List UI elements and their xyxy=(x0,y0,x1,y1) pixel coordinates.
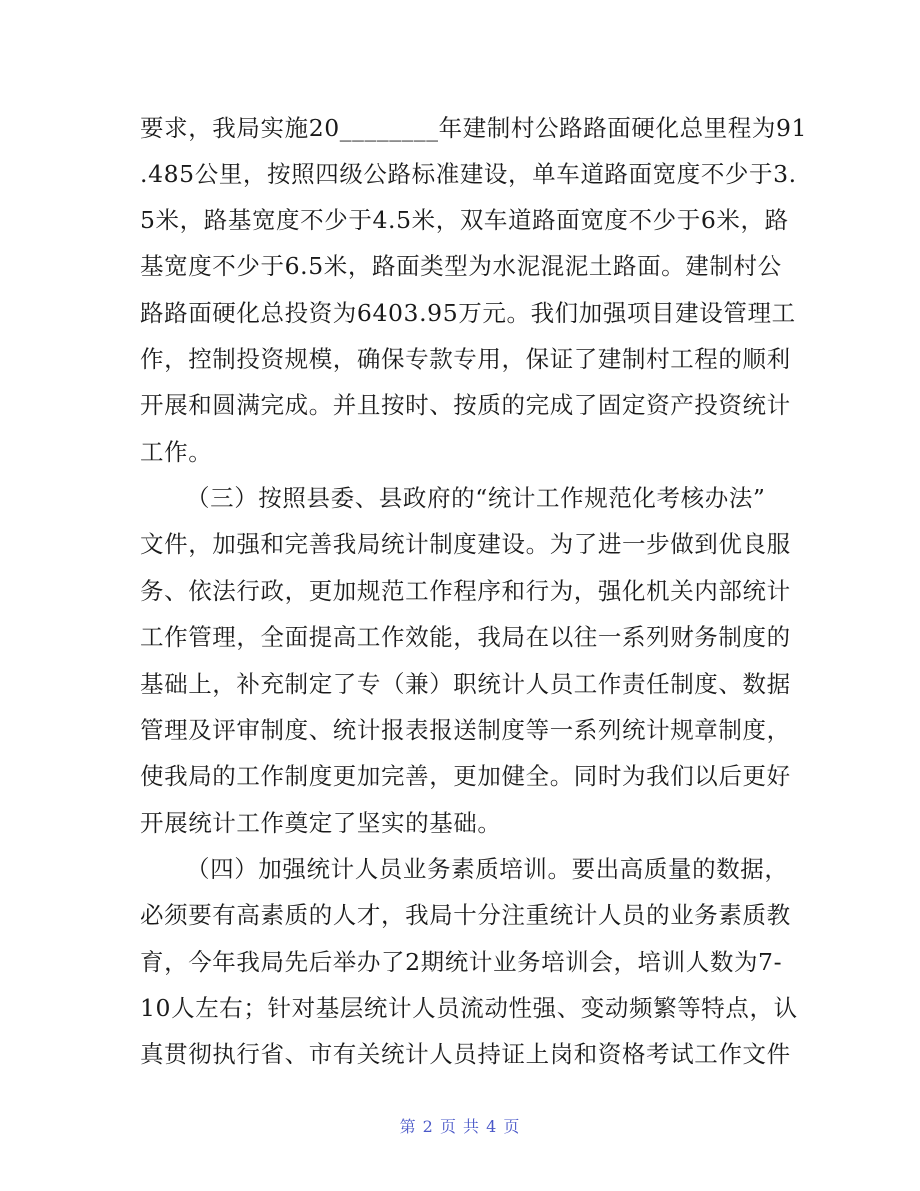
paragraph-line: 使我局的工作制度更加完善，更加健全。同时为我们以后更好 xyxy=(140,762,791,790)
paragraph-line: 要求，我局实施20________年建制村公路路面硬化总里程为91 xyxy=(140,114,808,142)
paragraph-line: 作，控制投资规模，确保专款专用，保证了建制村工程的顺利 xyxy=(140,345,791,373)
paragraph-line: 务、依法行政，更加规范工作程序和行为，强化机关内部统计 xyxy=(140,577,791,605)
paragraph-line: 10人左右；针对基层统计人员流动性强、变动频繁等特点，认 xyxy=(140,994,798,1022)
paragraph-line: 基宽度不少于6.5米，路面类型为水泥混泥土路面。建制村公 xyxy=(140,252,782,280)
paragraph-line: 开展统计工作奠定了坚实的基础。 xyxy=(140,809,502,837)
paragraph-line: 育，今年我局先后举办了2期统计业务培训会，培训人数为7- xyxy=(140,948,783,976)
paragraph-line: 文件，加强和完善我局统计制度建设。为了进一步做到优良服 xyxy=(140,530,791,558)
paragraph-line: 路路面硬化总投资为6403.95万元。我们加强项目建设管理工 xyxy=(140,299,796,327)
paragraph-line: 工作。 xyxy=(140,438,213,466)
paragraph-line: 真贯彻执行省、市有关统计人员持证上岗和资格考试工作文件 xyxy=(140,1040,791,1068)
paragraph-line: 5米，路基宽度不少于4.5米，双车道路面宽度不少于6米，路 xyxy=(140,206,789,234)
paragraph-line: 基础上，补充制定了专（兼）职统计人员工作责任制度、数据 xyxy=(140,670,791,698)
paragraph-line: 开展和圆满完成。并且按时、按质的完成了固定资产投资统计 xyxy=(140,391,791,419)
paragraph-heading-line: （三）按照县委、县政府的“统计工作规范化考核办法” xyxy=(186,484,766,512)
paragraph-line: 工作管理，全面提高工作效能，我局在以往一系列财务制度的 xyxy=(140,623,791,651)
page-number-footer: 第 2 页 共 4 页 xyxy=(399,1117,521,1136)
paragraph-line: 必须要有高素质的人才，我局十分注重统计人员的业务素质教 xyxy=(140,901,791,929)
paragraph-line: .485公里，按照四级公路标准建设，单车道路面宽度不少于3. xyxy=(140,160,797,188)
paragraph-heading-line: （四）加强统计人员业务素质培训。要出高质量的数据， xyxy=(186,855,789,883)
paragraph-line: 管理及评审制度、统计报表报送制度等一系列统计规章制度， xyxy=(140,716,791,744)
